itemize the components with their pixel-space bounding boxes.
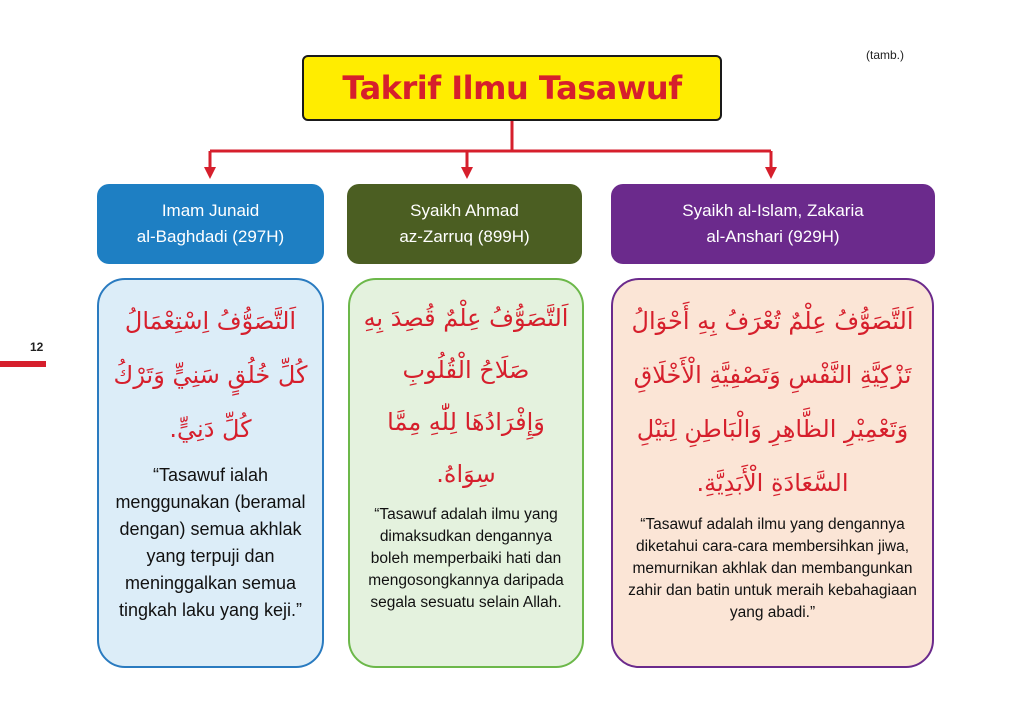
page-number: 12	[30, 340, 44, 354]
arabic-definition: اَلتَّصَوُّفُ اِسْتِعْمَالُ كُلِّ خُلُقٍ سَنِيٍّ وَتَرْكُ كُلِّ دَنِيٍّ.	[113, 307, 308, 443]
scholar-name-line2: al-Anshari (929H)	[706, 227, 840, 246]
scholar-heading-anshari	[611, 184, 935, 264]
definition-translation: “Tasawuf adalah ilmu yang dimaksudkan dengannya boleh memperbaiki hati dan mengosongkannya daripada segala sesuatu selain Allah.	[368, 506, 564, 611]
scholar-name-line2: az-Zarruq (899H)	[399, 227, 530, 246]
scholar-name-line2: al-Baghdadi (297H)	[136, 227, 285, 246]
definition-translation: “Tasawuf ialah menggunakan (beramal dengan) semua akhlak yang terpuji dan meninggalkan semua tingkah laku yang keji.”	[115, 465, 306, 620]
scholar-name-line1: Syaikh al-Islam, Zakaria	[682, 201, 864, 220]
arrowhead-3	[765, 167, 777, 179]
arabic-definition: اَلتَّصَوُّفُ عِلْمٌ تُعْرَفُ بِهِ أَحْوَالُ تَزْكِيَّةِ النَّفْسِ وَتَصْفِيَّةِ الْأَخْلَاقِ وَتَعْمِيْرِ الظَّاهِرِ وَالْبَاطِنِ لِنَيْلِ السَّعَادَةِ الْأَبَدِيَّةِ.	[631, 307, 914, 497]
scholar-heading-junaid	[97, 184, 324, 264]
definition-card-zarruq	[348, 278, 584, 668]
scholar-name-line1: Imam Junaid	[161, 201, 260, 220]
arrowhead-1	[204, 167, 216, 179]
diagram-title: Takrif Ilmu Tasawuf	[342, 69, 682, 107]
scholar-name-line1: Syaikh Ahmad	[410, 201, 519, 220]
arabic-definition: اَلتَّصَوُّفُ عِلْمٌ قُصِدَ بِهِ صَلَاحُ الْقُلُوبِ وَإِفْرَادُهَا لِلّٰهِ مِمَّا سِوَاهُ.	[363, 304, 569, 488]
definition-card-anshari	[611, 278, 934, 668]
definition-translation: “Tasawuf adalah ilmu yang dengannya diketahui cara-cara membersihkan jiwa, memurnikan akhlak dan membangunkan zahir dan batin untuk meraih kebahagiaan yang abadi.”	[628, 516, 917, 621]
definition-card-junaid	[97, 278, 324, 668]
page-continued-label: (tamb.)	[866, 48, 905, 62]
scholar-heading-zarruq	[347, 184, 582, 264]
arrowhead-2	[461, 167, 473, 179]
